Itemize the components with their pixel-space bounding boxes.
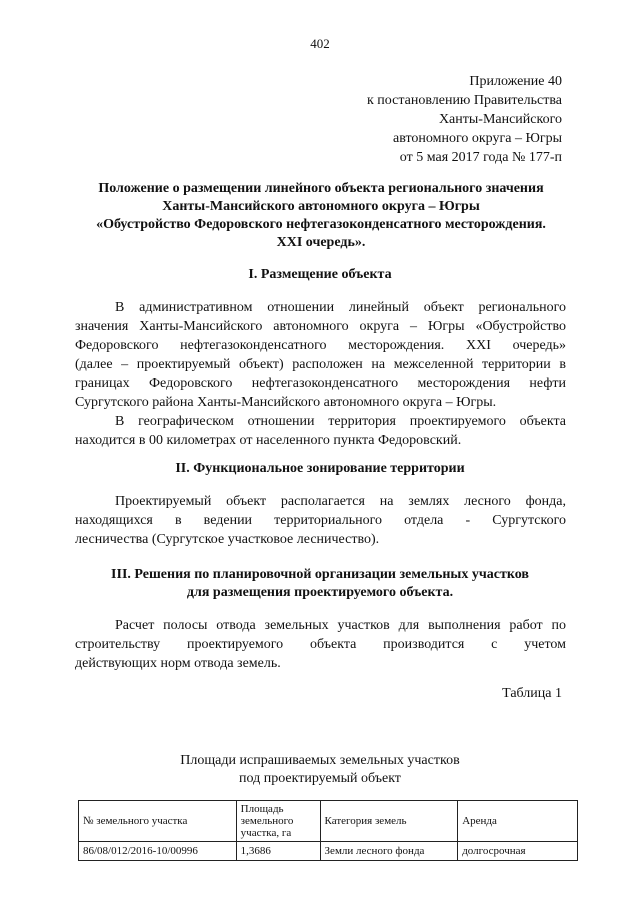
section-heading-text: II. Функциональное зонирование территории: [175, 461, 465, 476]
text-line: значения Ханты-Мансийского автономного округа – Югры «Обустройство: [75, 319, 566, 334]
cell-area: 1,3686: [236, 842, 320, 861]
header-cell-lease: Аренда: [458, 801, 578, 842]
appendix-line: от 5 мая 2017 года № 177-п: [399, 150, 562, 165]
title-line: Ханты-Мансийского автономного округа – Югры: [162, 199, 480, 214]
text-line: В административном отношении линейный объект регионального: [115, 300, 566, 315]
title-line: XXI очередь».: [276, 235, 366, 250]
header-cell-plot-number: № земельного участка: [79, 801, 237, 842]
page-number: 402: [310, 36, 330, 51]
document-title: [64, 180, 578, 252]
cell-category: Земли лесного фонда: [320, 842, 458, 861]
table-title: [0, 752, 640, 788]
section-heading-text: III. Решения по планировочной организации земельных участков: [111, 567, 529, 582]
text-line: лесничества (Сургутское участковое лесничество).: [75, 532, 380, 547]
title-line: Положение о размещении линейного объекта регионального значения: [98, 181, 544, 196]
table-title-line: под проектируемый объект: [239, 771, 401, 786]
header-cell-area: Площадь земельного участка, га: [236, 801, 320, 842]
cell-plot-number: 86/08/012/2016-10/00996: [79, 842, 237, 861]
text-line: Расчет полосы отвода земельных участков для выполнения работ по: [115, 618, 566, 633]
section-heading-text: I. Размещение объекта: [248, 267, 392, 282]
section-1-paragraph-1: [75, 298, 566, 450]
land-plots-table: [78, 800, 578, 861]
cell-lease: долгосрочная: [458, 842, 578, 861]
appendix-line: Ханты-Мансийского: [438, 112, 562, 127]
appendix-line: Приложение 40: [469, 74, 562, 89]
text-line: действующих норм отвода земель.: [75, 656, 281, 671]
section-3-heading: [60, 566, 580, 602]
table-title-line: Площади испрашиваемых земельных участков: [180, 753, 460, 768]
table-caption: Таблица 1: [502, 686, 562, 701]
section-heading-text: для размещения проектируемого объекта.: [186, 585, 454, 600]
section-1-heading: [60, 266, 580, 284]
text-line: Сургутского района Ханты-Мансийского автономного округа – Югры.: [75, 395, 497, 410]
text-line: Проектируемый объект располагается на землях лесного фонда,: [115, 494, 566, 509]
text-line: строительству проектируемого объекта производится с учетом: [75, 637, 566, 652]
section-3-paragraph: [75, 616, 566, 673]
appendix-reference: [262, 72, 562, 167]
text-line: границах Федоровского нефтегазоконденсатного месторождения нефти: [75, 376, 566, 391]
section-2-paragraph: [75, 492, 566, 549]
title-line: «Обустройство Федоровского нефтегазоконденсатного месторождения.: [96, 217, 546, 232]
section-2-heading: [60, 460, 580, 478]
header-cell-category: Категория земель: [320, 801, 458, 842]
text-line: (далее – проектируемый объект) расположен на межселенной территории в: [75, 357, 566, 372]
text-line: В географическом отношении территория проектируемого объекта: [115, 414, 566, 429]
table-header-row: [79, 801, 578, 842]
appendix-line: автономного округа – Югры: [393, 131, 562, 146]
appendix-line: к постановлению Правительства: [366, 93, 562, 108]
text-line: Федоровского нефтегазоконденсатного месторождения. XXI очередь»: [75, 338, 566, 353]
text-line: находится в 00 километрах от населенного пункта Федоровский.: [75, 433, 462, 448]
table-row: [79, 842, 578, 861]
text-line: находящихся в ведении территориального отдела - Сургутского: [75, 513, 566, 528]
